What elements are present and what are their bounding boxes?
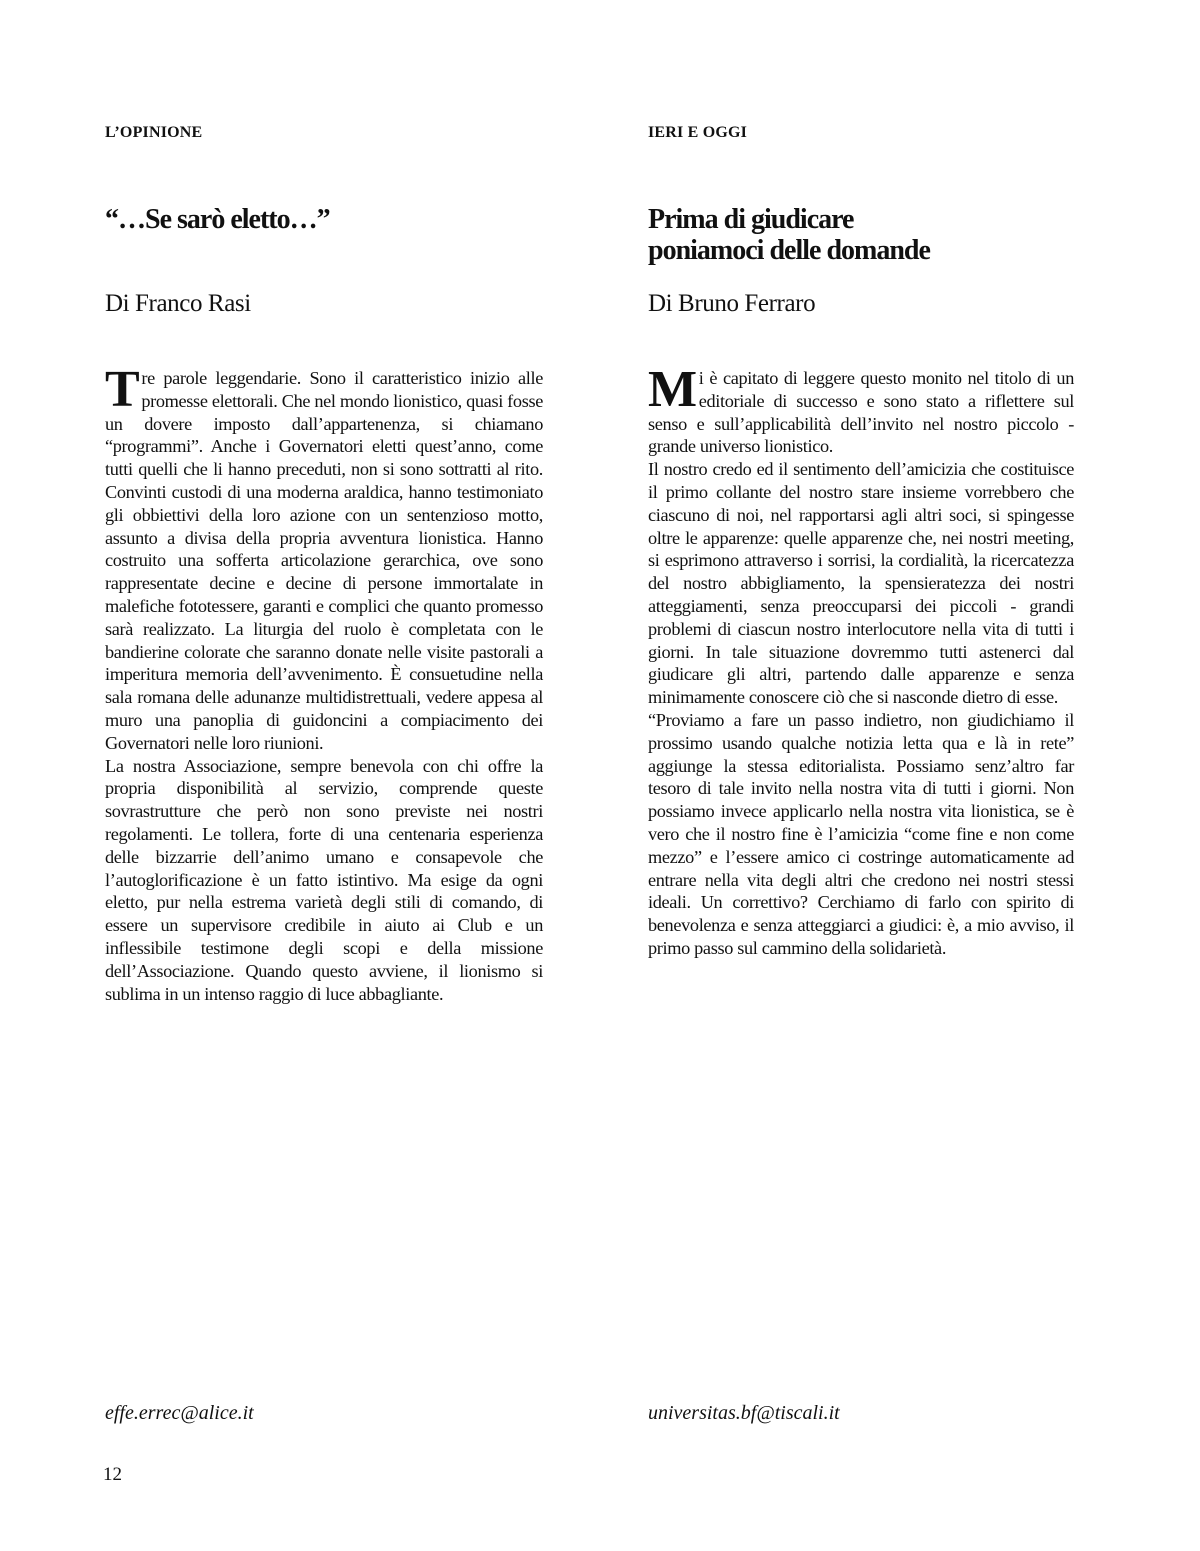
section-label: IERI E OGGI <box>648 124 748 141</box>
article-body <box>648 361 1074 960</box>
author-email: effe.errec@alice.it <box>105 1402 254 1424</box>
paragraph: La nostra Associazione, sempre benevola con chi offre la propria disponibilità al servizio, comprende queste sovrastrutture che però non sono previste nei nostri regolamenti. Le tollera, forte di una centenaria esperienza delle bizzarrie dell’animo umano e consapevole che l’autoglorificazione è un fatto istintivo. Ma esige da ogni eletto, pur nella estrema varietà degli stili di comando, di essere un supervisore credibile in aiuto ai Club e un inflessibile testimone degli scopi e della missione dell’Associazione. Quando questo avviene, il lionismo si sublima in un intenso raggio di luce abbagliante. <box>105 755 543 1004</box>
section-label: L’OPINIONE <box>105 124 203 141</box>
page-number: 12 <box>103 1464 122 1485</box>
title-line: Prima di giudicare <box>648 204 854 235</box>
paragraph-text: re parole leggendarie. Sono il caratteristico inizio alle promesse elettorali. Che nel mondo lionistico, quasi fosse un dovere imposto dall’appartenenza, si chiamano “programmi”. Anche i Governatori eletti quest’anno, come tutti quelli che li hanno preceduti, non si sono sottratti al rito. Convinti custodi di una moderna araldica, hanno testimoniato gli obbiettivi della loro azione con un sentenzioso motto, assunto a divisa della propria avventura lionistica. Hanno costruito una sofferta articolazione gerarchica, ove sono rappresentate decine e decine di persone immortalate in malefiche fototessere, garanti e complici che quanto promesso sarà realizzato. La liturgia del ruolo è completata con le bandierine colorate che saranno donate nelle visite pastorali a imperitura memoria dell’avvenimento. È consuetudine nella sala romana delle adunanze multidistrettuali, vedere appesa al muro una panoplia di guidoncini a compiacimento dei Governatori nelle loro riunioni. <box>105 368 543 753</box>
byline: Di Franco Rasi <box>105 290 251 317</box>
title-line: “…Se sarò eletto…” <box>105 204 330 235</box>
article-title <box>648 204 930 266</box>
paragraph: “Proviamo a fare un passo indietro, non giudichiamo il prossimo usando qualche notizia letta qua e là in rete” aggiunge la stessa editorialista. Possiamo senz’altro far tesoro di tale invito nella nostra vita di tutti i giorni. Non possiamo invece applicarlo nella nostra vita lionistica, se è vero che il nostro fine è l’amicizia “come fine e non come mezzo” e l’essere amico ci costringe automaticamente ad entrare nella vita degli altri che credono nei nostri stessi ideali. Un correttivo? Cerchiamo di farlo con spirito di benevolenza e senza atteggiarci a giudici: è, a mio avviso, il primo passo sul cammino della solidarietà. <box>648 709 1074 958</box>
article-title <box>105 204 330 235</box>
drop-cap: T <box>105 361 140 418</box>
title-line: poniamoci delle domande <box>648 235 930 266</box>
paragraph: Il nostro credo ed il sentimento dell’amicizia che costituisce il primo collante del nostro stare insieme vorrebbero che ciascuno di noi, nel rapportarsi agli altri soci, si spingesse oltre le apparenze: quelle apparenze che, nei nostri meeting, si esprimono attraverso i sorrisi, la cordialità, la ricercatezza del nostro abbigliamento, la spensieratezza dei nostri atteggiamenti, senza preoccuparsi dei piccoli - grandi problemi di ciascun nostro interlocutore nella vita di tutti i giorni. In tale situazione dovremmo tutti astenerci dal giudicare gli altri, partendo dalle apparenze e senza minimamente conoscere ciò che si nasconde dietro di esse. <box>648 459 1074 708</box>
paragraph <box>105 361 543 755</box>
paragraph <box>648 361 1074 458</box>
article-body <box>105 361 543 1005</box>
byline: Di Bruno Ferraro <box>648 290 816 317</box>
drop-cap: M <box>648 361 697 418</box>
paragraph-text: i è capitato di leggere questo monito nel titolo di un editoriale di successo e sono stato a riflettere sul senso e sull’applicabilità dell’invito nel nostro piccolo - grande universo lionistico. <box>648 368 1074 457</box>
author-email: universitas.bf@tiscali.it <box>648 1402 840 1424</box>
